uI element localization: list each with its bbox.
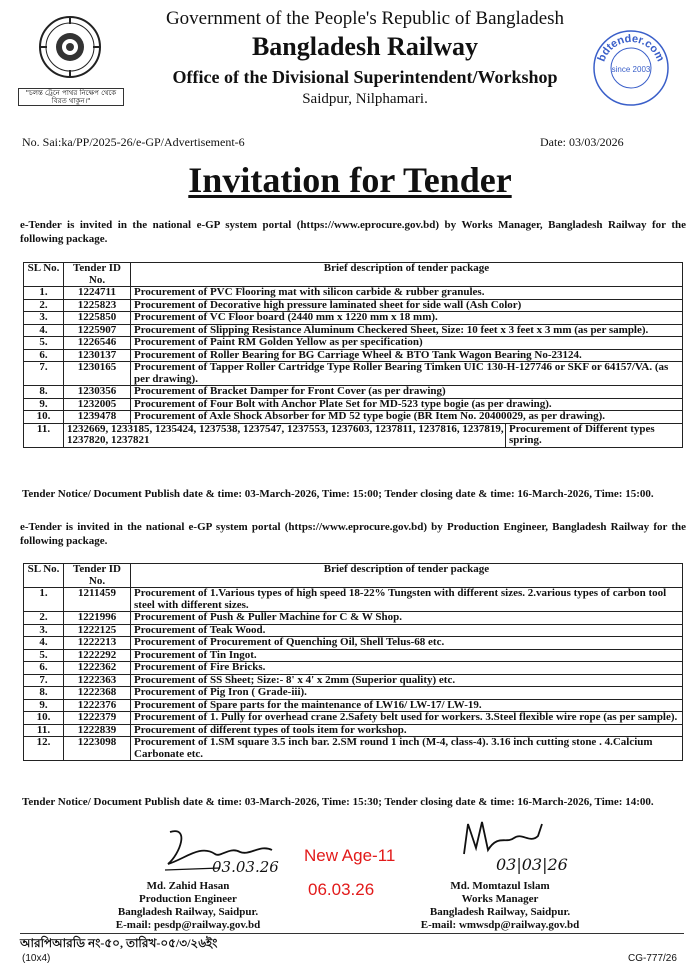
cell-tender-id: 1225907 xyxy=(64,324,131,337)
svg-text:03|03|26: 03|03|26 xyxy=(496,855,568,874)
cell-description: Procurement of Axle Shock Absorber for MD 52 type bogie (BR Item No. 20400029, as per drawing). xyxy=(131,411,683,424)
cell-tender-id: 1226546 xyxy=(64,337,131,350)
signatory-email: E-mail: pesdp@railway.gov.bd xyxy=(115,919,261,931)
cell-tender-id: 1230137 xyxy=(64,349,131,362)
footer-divider xyxy=(20,933,684,934)
cell-sl: 3. xyxy=(24,624,64,637)
cell-sl: 1. xyxy=(24,588,64,612)
notice-date: Date: 03/03/2026 xyxy=(540,135,624,149)
cell-description: Procurement of 1.Various types of high speed 18-22% Tungsten with different sizes. 2.various types of carbon tool steel with different sizes. xyxy=(131,588,683,612)
table-row xyxy=(24,624,683,637)
cell-sl: 8. xyxy=(24,386,64,399)
table-row xyxy=(24,287,683,300)
left-signature-icon xyxy=(160,824,290,876)
section2-intro: e-Tender is invited in the national e-GP system portal (https://www.eprocure.gov.bd) by Production Engineer, Bangladesh Railway for the following package. xyxy=(20,521,686,547)
cell-tender-id: 1222376 xyxy=(64,699,131,712)
cell-sl: 7. xyxy=(24,362,64,386)
cell-tender-id: 1223098 xyxy=(64,737,131,761)
table-row xyxy=(24,349,683,362)
railway-logo-icon xyxy=(30,14,110,80)
signatory-org: Bangladesh Railway, Saidpur. xyxy=(117,906,259,918)
table-row xyxy=(24,411,683,424)
cell-sl: 11. xyxy=(24,724,64,737)
cell-description: Procurement of Slipping Resistance Aluminum Checkered Sheet, Size: 10 feet x 3 feet x 3 mm (as per sample). xyxy=(131,324,683,337)
cell-description: Procurement of Bracket Damper for Front Cover (as per drawing) xyxy=(131,386,683,399)
table-row xyxy=(24,712,683,725)
cell-tender-id: 1230356 xyxy=(64,386,131,399)
table-row xyxy=(24,737,683,761)
table-row xyxy=(24,312,683,325)
table-row xyxy=(24,662,683,675)
cell-sl: 12. xyxy=(24,737,64,761)
section1-intro: e-Tender is invited in the national e-GP system portal (https://www.eprocure.gov.bd) by Works Manager, Bangladesh Railway for the following package. xyxy=(20,219,686,245)
ad-code: CG-777/26 xyxy=(628,953,677,964)
cell-description: Procurement of Pig Iron ( Grade-iii). xyxy=(131,687,683,700)
signatory-title: Production Engineer xyxy=(139,893,237,905)
reference-number: No. Sai:ka/PP/2025-26/e-GP/Advertisement-6 xyxy=(22,135,245,149)
table-row xyxy=(24,612,683,625)
table-row xyxy=(24,588,683,612)
table-row xyxy=(24,674,683,687)
cell-sl: 7. xyxy=(24,674,64,687)
col-description: Brief description of tender package xyxy=(131,263,683,287)
cell-description: Procurement of Procurement of Quenching Oil, Shell Telus-68 etc. xyxy=(131,637,683,650)
newspaper-note: New Age-11 xyxy=(304,846,396,865)
cell-description: Procurement of Tin Ingot. xyxy=(131,649,683,662)
cell-tender-id: 1222379 xyxy=(64,712,131,725)
cell-description: Procurement of 1. Pully for overhead crane 2.Safety belt used for workers. 3.Steel flexible wire rope (as per sample). xyxy=(131,712,683,725)
government-line: Government of the People's Republic of Bangladesh xyxy=(165,8,565,29)
cell-tender-id: 1225850 xyxy=(64,312,131,325)
left-signature-block xyxy=(90,880,286,932)
cell-tender-id: 1222292 xyxy=(64,649,131,662)
signatory-name: Md. Momtazul Islam xyxy=(450,880,550,892)
right-signature-icon xyxy=(458,814,608,876)
col-tender-id: Tender ID No. xyxy=(64,564,131,588)
cell-sl: 6. xyxy=(24,349,64,362)
cell-sl: 5. xyxy=(24,649,64,662)
cell-tender-id: 1225823 xyxy=(64,299,131,312)
cell-description: Procurement of different types of tools item for workshop. xyxy=(131,724,683,737)
cell-description: Procurement of Decorative high pressure laminated sheet for side wall (Ash Color) xyxy=(131,299,683,312)
table-header-row xyxy=(24,564,683,588)
cell-tender-id: 1222363 xyxy=(64,674,131,687)
table-row xyxy=(24,637,683,650)
cell-sl: 11. xyxy=(24,423,64,447)
signatory-title: Works Manager xyxy=(461,893,539,905)
cell-sl: 6. xyxy=(24,662,64,675)
cell-tender-ids xyxy=(64,423,683,447)
cell-sl: 9. xyxy=(24,699,64,712)
cell-description: Procurement of Fire Bricks. xyxy=(131,662,683,675)
cell-sl: 2. xyxy=(24,299,64,312)
tender-id-list: 1232669, 1233185, 1235424, 1237538, 1237547, 1237553, 1237603, 1237811, 1237816, 1237819, 1237820, 1237821 xyxy=(67,422,504,446)
section1-notice: Tender Notice/ Document Publish date & time: 03-March-2026, Time: 15:00; Tender closing date & time: 16-March-2026, Time: 15:00. xyxy=(22,488,654,500)
cell-description: Procurement of Push & Puller Machine for C & W Shop. xyxy=(131,612,683,625)
cell-sl: 2. xyxy=(24,612,64,625)
table-row xyxy=(24,649,683,662)
office-location: Saidpur, Nilphamari. xyxy=(302,91,428,107)
cell-tender-id: 1232005 xyxy=(64,398,131,411)
col-tender-id: Tender ID No. xyxy=(64,263,131,287)
cell-tender-id: 1239478 xyxy=(64,411,131,424)
cell-sl: 10. xyxy=(24,712,64,725)
table-row xyxy=(24,423,683,447)
cell-description: Procurement of Four Bolt with Anchor Plate Set for MD-523 type bogie (as per drawing). xyxy=(131,398,683,411)
cell-sl: 4. xyxy=(24,324,64,337)
col-description: Brief description of tender package xyxy=(131,564,683,588)
col-sl: SL No. xyxy=(24,564,64,588)
bdtender-stamp-icon xyxy=(591,28,671,108)
cell-sl: 5. xyxy=(24,337,64,350)
svg-text:03.03.26: 03.03.26 xyxy=(212,858,279,876)
table-row xyxy=(24,337,683,350)
cell-sl: 4. xyxy=(24,637,64,650)
bangla-reference: আরপিআরডি নং-৫০, তারিখ-০৫/৩/২৬ইং xyxy=(20,936,218,950)
cell-description: Procurement of PVC Flooring mat with silicon carbide & rubber granules. xyxy=(131,287,683,300)
table-row xyxy=(24,386,683,399)
table-row xyxy=(24,699,683,712)
table-row xyxy=(24,724,683,737)
col-sl: SL No. xyxy=(24,263,64,287)
signatory-org: Bangladesh Railway, Saidpur. xyxy=(429,906,571,918)
cell-description: Procurement of Tapper Roller Cartridge Type Roller Bearing Timken UIC 130-H-127746 or SKF or 64157/VA. (as per drawing). xyxy=(131,362,683,386)
cell-tender-id: 1222839 xyxy=(64,724,131,737)
section2-notice: Tender Notice/ Document Publish date & time: 03-March-2026, Time: 15:30; Tender closing date & time: 16-March-2026, Time: 14:00. xyxy=(22,796,654,808)
cell-tender-id: 1224711 xyxy=(64,287,131,300)
cell-description: Procurement of SS Sheet; Size:- 8' x 4' x 2mm (Superior quality) etc. xyxy=(131,674,683,687)
page-title: Invitation for Tender xyxy=(188,160,512,200)
cell-tender-id: 1221996 xyxy=(64,612,131,625)
cell-description: Procurement of Spare parts for the maintenance of LW16/ LW-17/ LW-19. xyxy=(131,699,683,712)
signatory-name: Md. Zahid Hasan xyxy=(146,880,230,892)
section2-table xyxy=(23,563,683,761)
cell-description: Procurement of 1.SM square 3.5 inch bar. 2.SM round 1 inch (M-4, class-4). 3.16 inch cutting stone . 4.Calcium Carbonate etc. xyxy=(131,737,683,761)
motto-box: "চলন্ত ট্রেনে পাথর নিক্ষেপ থেকে বিরত থাকুন।" xyxy=(18,88,124,106)
cell-description: Procurement of Paint RM Golden Yellow as per specification) xyxy=(131,337,683,350)
cell-sl: 3. xyxy=(24,312,64,325)
table-header-row xyxy=(24,263,683,287)
cell-sl: 9. xyxy=(24,398,64,411)
table-row xyxy=(24,324,683,337)
organization-name: Bangladesh Railway xyxy=(251,32,479,61)
ad-size: (10x4) xyxy=(22,953,51,964)
cell-description: Procurement of Teak Wood. xyxy=(131,624,683,637)
table-row xyxy=(24,398,683,411)
cell-description: Procurement of VC Floor board (2440 mm x 1220 mm x 18 mm). xyxy=(131,312,683,325)
cell-tender-id: 1211459 xyxy=(64,588,131,612)
table-row xyxy=(24,362,683,386)
newspaper-date: 06.03.26 xyxy=(308,880,375,899)
cell-tender-id: 1230165 xyxy=(64,362,131,386)
cell-tender-id: 1222362 xyxy=(64,662,131,675)
svg-text:bdtender.com: bdtender.com xyxy=(595,32,667,64)
cell-tender-id: 1222213 xyxy=(64,637,131,650)
cell-sl: 8. xyxy=(24,687,64,700)
office-name: Office of the Divisional Superintendent/Workshop xyxy=(172,67,558,87)
table-row xyxy=(24,299,683,312)
right-signature-block xyxy=(402,880,598,932)
cell-sl: 1. xyxy=(24,287,64,300)
svg-text:since 2003: since 2003 xyxy=(611,65,651,74)
cell-tender-id: 1222368 xyxy=(64,687,131,700)
signatory-email: E-mail: wmwsdp@railway.gov.bd xyxy=(420,919,580,931)
section1-table xyxy=(23,262,683,448)
table-row xyxy=(24,687,683,700)
cell-description: Procurement of Roller Bearing for BG Carriage Wheel & BTO Tank Wagon Bearing No-23124. xyxy=(131,349,683,362)
cell-description: Procurement of Different types spring. xyxy=(505,424,682,447)
cell-tender-id: 1222125 xyxy=(64,624,131,637)
cell-sl: 10. xyxy=(24,411,64,424)
